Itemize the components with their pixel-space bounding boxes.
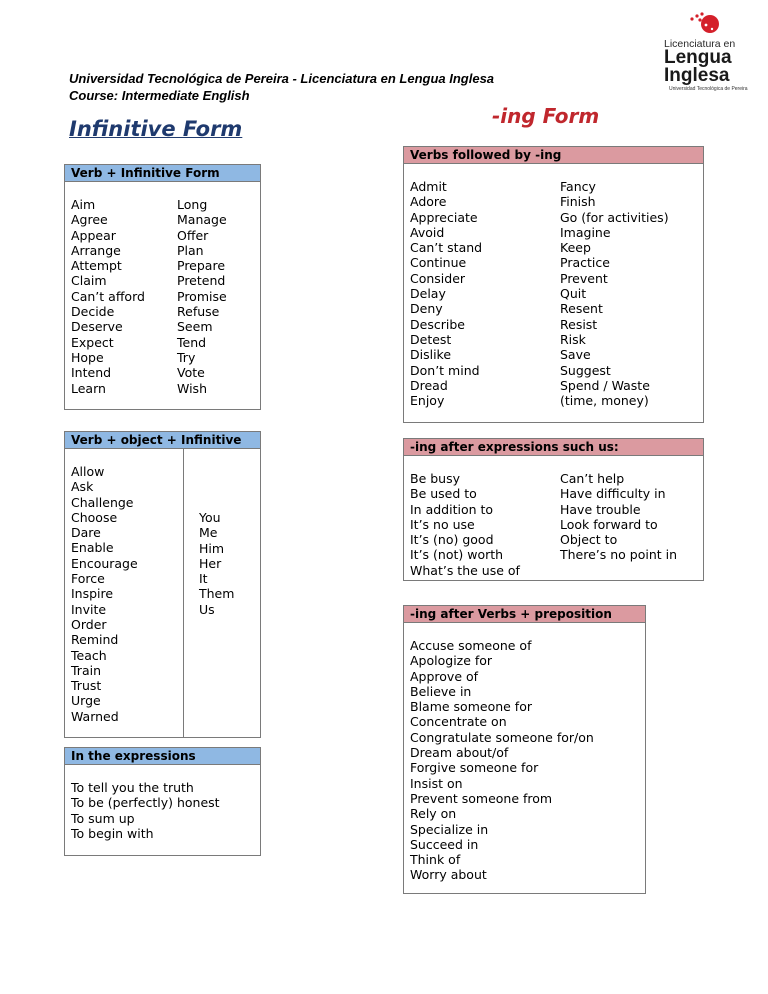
list-item: Plan xyxy=(177,242,204,258)
list-item: To sum up xyxy=(71,810,135,826)
list-item: Worry about xyxy=(410,867,487,883)
list-item: Congratulate someone for/on xyxy=(410,729,594,745)
list-item: Invite xyxy=(71,601,107,617)
list-item: Believe in xyxy=(410,683,472,699)
list-item: Prevent someone from xyxy=(410,790,553,806)
list-item: Insist on xyxy=(410,775,463,791)
list-item: Resent xyxy=(560,301,603,317)
list-item: Continue xyxy=(410,255,467,271)
list-item: Intend xyxy=(71,365,112,381)
logo-mark-icon xyxy=(680,10,720,38)
list-item: Blame someone for xyxy=(410,699,532,715)
list-item: Risk xyxy=(560,331,586,347)
list-item: Decide xyxy=(71,304,115,320)
list-item: Challenge xyxy=(71,494,134,510)
list-item: You xyxy=(199,510,221,525)
ing-expressions-heading: -ing after expressions such us: xyxy=(404,439,703,456)
verb-infinitive-heading: Verb + Infinitive Form xyxy=(65,165,260,182)
list-item: Warned xyxy=(71,708,119,724)
ing-expressions-col1 xyxy=(410,471,520,578)
list-item: Wish xyxy=(177,380,207,396)
list-item: Apologize for xyxy=(410,653,493,669)
verb-object-infinitive-heading: Verb + object + Infinitive xyxy=(65,432,260,449)
list-item: Dread xyxy=(410,377,448,393)
list-item: Accuse someone of xyxy=(410,638,532,653)
list-item: Specialize in xyxy=(410,821,489,837)
header-university: Universidad Tecnológica de Pereira - Licenciatura en Lengua Inglesa xyxy=(69,71,495,86)
ing-preposition-heading: -ing after Verbs + preposition xyxy=(404,606,645,623)
list-item: Trust xyxy=(71,678,102,694)
list-item: Look forward to xyxy=(560,516,658,532)
list-item: Concentrate on xyxy=(410,714,507,730)
list-item: Have trouble xyxy=(560,501,641,517)
logo-line-2: Lengua xyxy=(664,47,732,68)
verbs-ing-heading: Verbs followed by -ing xyxy=(404,147,703,164)
list-item: Dream about/of xyxy=(410,745,509,761)
list-item: Arrange xyxy=(71,242,121,258)
list-item: Aim xyxy=(71,197,96,212)
list-item: Him xyxy=(199,540,225,556)
list-item: Prepare xyxy=(177,258,226,274)
verb-object-col1 xyxy=(71,464,138,724)
list-item: Claim xyxy=(71,273,107,289)
list-item: Choose xyxy=(71,509,118,525)
list-item: Be busy xyxy=(410,471,461,486)
list-item: Can’t help xyxy=(560,471,625,486)
list-item: Dare xyxy=(71,525,101,541)
list-item: Can’t afford xyxy=(71,288,145,304)
header-course: Course: Intermediate English xyxy=(69,88,250,103)
list-item: Agree xyxy=(71,212,108,228)
list-item: Resist xyxy=(560,316,598,332)
list-item: Train xyxy=(71,662,101,678)
verb-object-col2 xyxy=(199,510,234,617)
list-item: Remind xyxy=(71,632,119,648)
verbs-ing-col1 xyxy=(410,179,482,408)
infinitive-form-title: Infinitive Form xyxy=(69,117,243,141)
logo-line-3: Inglesa xyxy=(664,65,730,86)
ing-preposition-box xyxy=(403,605,646,894)
list-item: Attempt xyxy=(71,258,122,274)
list-item: Long xyxy=(177,197,208,212)
list-item: Object to xyxy=(560,532,618,548)
list-item: It xyxy=(199,571,208,587)
verb-object-infinitive-box xyxy=(64,431,261,738)
list-item: Think of xyxy=(410,852,461,868)
verbs-ing-box xyxy=(403,146,704,423)
list-item: To tell you the truth xyxy=(71,780,194,795)
list-item: (time, money) xyxy=(560,393,649,409)
list-item: Teach xyxy=(71,647,107,663)
list-item: Prevent xyxy=(560,270,608,286)
list-item: Succeed in xyxy=(410,836,479,852)
list-item: Imagine xyxy=(560,224,611,240)
list-item: Allow xyxy=(71,464,105,479)
list-item: Promise xyxy=(177,288,227,304)
list-item: Practice xyxy=(560,255,610,271)
list-item: What’s the use of xyxy=(410,562,520,578)
logo-line-4: Universidad Tecnológica de Pereira xyxy=(669,86,748,92)
list-item: Avoid xyxy=(410,224,445,240)
list-item: Offer xyxy=(177,227,209,243)
list-item: Vote xyxy=(177,365,205,381)
list-item: Save xyxy=(560,347,591,363)
list-item: Appreciate xyxy=(410,209,478,225)
list-item: Have difficulty in xyxy=(560,486,666,502)
ing-form-title: -ing Form xyxy=(492,104,600,128)
list-item: Encourage xyxy=(71,555,138,571)
list-item: Ask xyxy=(71,479,94,495)
logo-line-1: Licenciatura en xyxy=(664,38,736,50)
list-item: Go (for activities) xyxy=(560,209,669,225)
list-item: Manage xyxy=(177,212,227,228)
list-item: Inspire xyxy=(71,586,114,602)
list-item: It’s (no) good xyxy=(410,532,494,548)
ing-preposition-list xyxy=(410,638,594,883)
list-item: To be (perfectly) honest xyxy=(71,795,220,811)
verbs-ing-col2 xyxy=(560,179,669,408)
list-item: Pretend xyxy=(177,273,226,289)
list-item: Expect xyxy=(71,334,114,350)
expressions-heading: In the expressions xyxy=(65,748,260,765)
list-item: Refuse xyxy=(177,304,220,320)
list-item: Order xyxy=(71,616,107,632)
list-item: It’s (not) worth xyxy=(410,547,504,563)
list-item: Suggest xyxy=(560,362,611,378)
list-item: Deny xyxy=(410,301,443,317)
list-item: Deserve xyxy=(71,319,123,335)
list-item: Be used to xyxy=(410,486,477,502)
column-divider xyxy=(183,449,184,737)
list-item: Finish xyxy=(560,194,596,210)
list-item: Appear xyxy=(71,227,116,243)
program-logo xyxy=(664,10,754,94)
list-item: Force xyxy=(71,571,105,587)
list-item: Rely on xyxy=(410,806,457,822)
list-item: Keep xyxy=(560,240,591,256)
list-item: Hope xyxy=(71,349,104,365)
list-item: Urge xyxy=(71,693,101,709)
list-item: Detest xyxy=(410,331,452,347)
list-item: Delay xyxy=(410,286,446,302)
list-item: It’s no use xyxy=(410,516,475,532)
list-item: Seem xyxy=(177,319,213,335)
list-item: In addition to xyxy=(410,501,494,517)
ing-expressions-box xyxy=(403,438,704,581)
list-item: Can’t stand xyxy=(410,240,483,256)
verb-infinitive-box xyxy=(64,164,261,410)
list-item: Dislike xyxy=(410,347,452,363)
verb-infinitive-col1 xyxy=(71,197,145,396)
list-item: Quit xyxy=(560,286,587,302)
list-item: Them xyxy=(199,586,235,602)
list-item: Tend xyxy=(177,334,207,350)
list-item: To begin with xyxy=(71,825,154,841)
list-item: Learn xyxy=(71,380,106,396)
list-item: Us xyxy=(199,601,215,617)
verb-infinitive-col2 xyxy=(177,197,227,396)
list-item: Admit xyxy=(410,179,447,194)
list-item: Enjoy xyxy=(410,393,445,409)
expressions-list xyxy=(71,780,220,841)
list-item: Don’t mind xyxy=(410,362,480,378)
list-item: Approve of xyxy=(410,668,479,684)
list-item: Fancy xyxy=(560,179,596,194)
list-item: Spend / Waste xyxy=(560,377,650,393)
list-item: Describe xyxy=(410,316,465,332)
list-item: Consider xyxy=(410,270,466,286)
list-item: Me xyxy=(199,525,218,541)
ing-expressions-col2 xyxy=(560,471,677,563)
list-item: Try xyxy=(177,349,196,365)
expressions-box xyxy=(64,747,261,856)
list-item: There’s no point in xyxy=(560,547,678,563)
list-item: Her xyxy=(199,555,222,571)
list-item: Adore xyxy=(410,194,447,210)
list-item: Enable xyxy=(71,540,114,556)
list-item: Forgive someone for xyxy=(410,760,539,776)
